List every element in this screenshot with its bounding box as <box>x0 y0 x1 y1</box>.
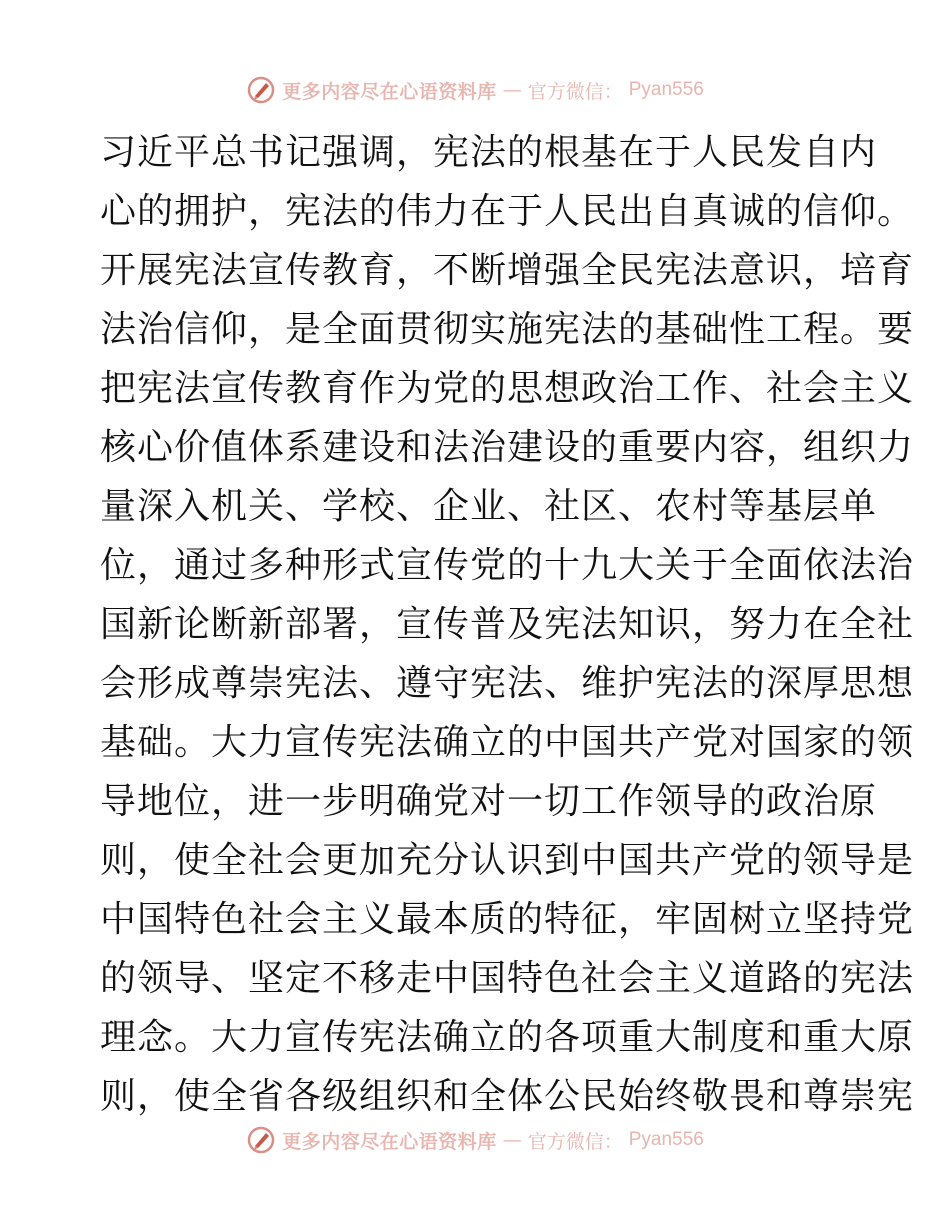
text-line: 中国特色社会主义最本质的特征，牢固树立坚持党 <box>100 899 915 940</box>
footer-watermark <box>0 1120 950 1160</box>
logo-icon <box>246 1125 276 1155</box>
text-line: 则，使全省各级组织和全体公民始终敬畏和尊崇宪 <box>100 1076 915 1117</box>
watermark-official-label: 官方微信： <box>527 80 623 103</box>
logo-icon <box>246 75 276 105</box>
document-body <box>100 123 915 1126</box>
text-line: 法治信仰，是全面贯彻实施宪法的基础性工程。要 <box>100 309 915 350</box>
watermark-dash: — <box>502 79 522 101</box>
text-line: 则，使全社会更加充分认识到中国共产党的领导是 <box>100 840 915 881</box>
text-line: 把宪法宣传教育作为党的思想政治工作、社会主义 <box>100 368 915 409</box>
text-line: 开展宪法宣传教育，不断增强全民宪法意识，培育 <box>100 250 915 291</box>
text-line: 会形成尊崇宪法、遵守宪法、维护宪法的深厚思想 <box>100 663 915 704</box>
text-line: 理念。大力宣传宪法确立的各项重大制度和重大原 <box>100 1017 915 1058</box>
text-line: 国新论断新部署，宣传普及宪法知识，努力在全社 <box>100 604 915 645</box>
watermark-wechat-id: Pyan556 <box>628 1129 704 1150</box>
watermark-official-label: 官方微信： <box>527 1130 623 1153</box>
watermark-dash: — <box>502 1129 522 1151</box>
watermark-wechat-id: Pyan556 <box>628 79 704 100</box>
text-line: 位，通过多种形式宣传党的十九大关于全面依法治 <box>100 545 915 586</box>
text-line: 习近平总书记强调，宪法的根基在于人民发自内 <box>100 132 878 173</box>
header-watermark <box>0 70 950 110</box>
watermark-main-text: 更多内容尽在心语资料库 <box>282 1130 497 1153</box>
text-line: 基础。大力宣传宪法确立的中国共产党对国家的领 <box>100 722 915 763</box>
text-line: 心的拥护，宪法的伟力在于人民出自真诚的信仰。 <box>100 191 915 232</box>
text-line: 导地位，进一步明确党对一切工作领导的政治原 <box>100 781 878 822</box>
text-line: 核心价值体系建设和法治建设的重要内容，组织力 <box>100 427 915 468</box>
text-line: 的领导、坚定不移走中国特色社会主义道路的宪法 <box>100 958 915 999</box>
watermark-main-text: 更多内容尽在心语资料库 <box>282 80 497 103</box>
text-line: 量深入机关、学校、企业、社区、农村等基层单 <box>100 486 878 527</box>
